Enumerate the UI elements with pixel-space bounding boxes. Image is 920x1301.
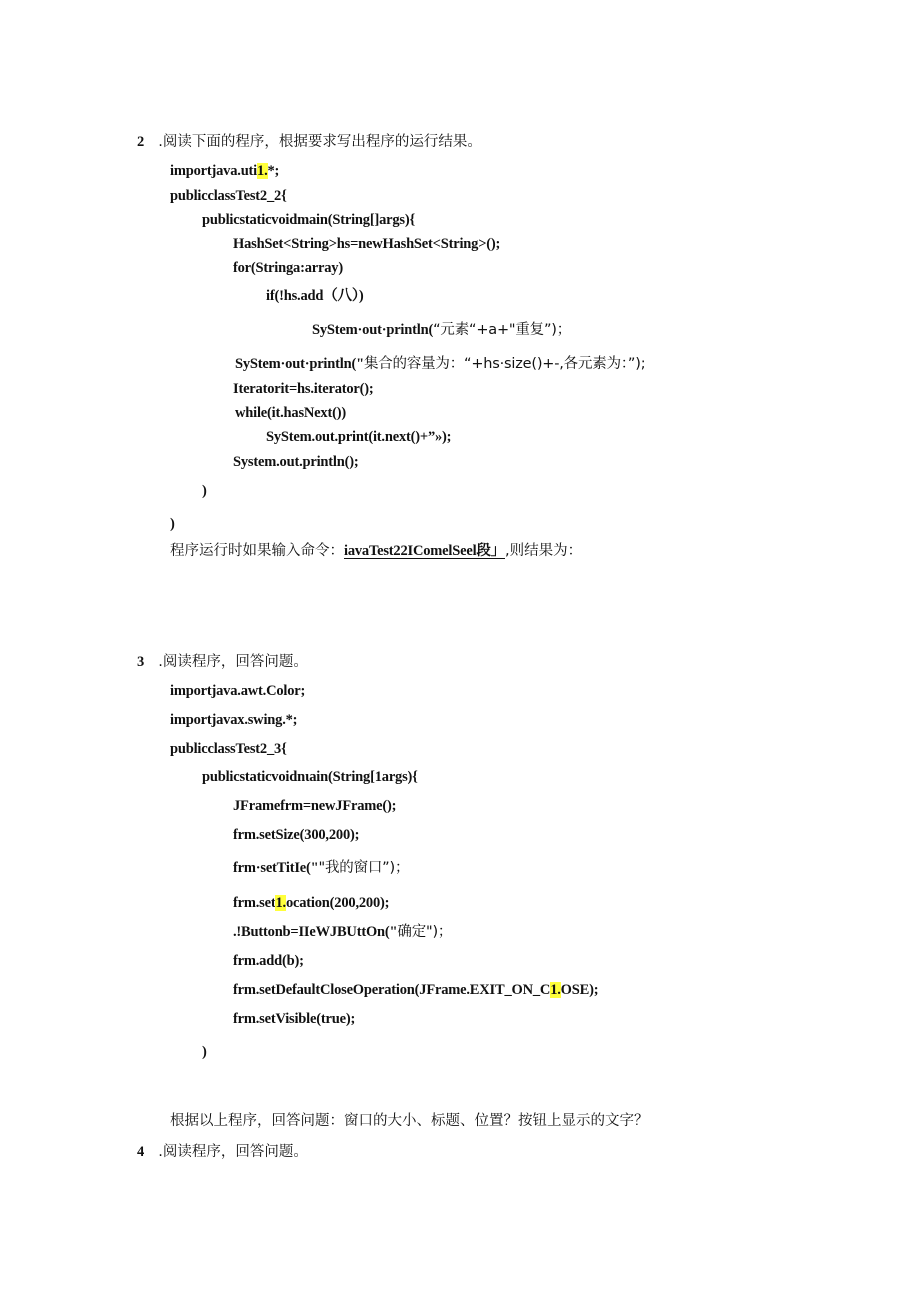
q2-code-line-9: Iteratorit=hs.iterator(); [233,381,374,397]
code-text: importjava.uti [170,163,258,179]
q2-code-line-7 [312,320,571,340]
code-text: frm.set [233,895,276,911]
q3-question: 根据以上程序，回答问题：窗口的大小、标题、位置？按钮上显示的文字？ [170,1113,649,1129]
q2-code-line-8 [235,354,645,374]
q2-title: .阅读下面的程序，根据要求写出程序的运行结果。 [158,134,482,150]
code-text: SyStem·out·println( [312,322,434,338]
highlight-mark: 1. [257,163,268,179]
q3-number: 3 [137,654,145,670]
q2-code-line-10: while(it.hasNext()) [235,405,346,421]
code-text: frm·setTitIe(" [233,860,319,876]
q3-code-line-6: frm.setSize(300,200); [233,827,360,843]
q3-code-line-11 [233,980,598,1000]
q3-code-line-3: publicclassTest2_3{ [170,741,287,757]
q3-title: .阅读程序，回答问题。 [158,654,308,670]
code-text: ocation(200,200); [285,895,390,911]
q2-code-line-4: HashSet<String>hs=newHashSet<String>(); [233,236,501,252]
prompt-text: ,则结果为： [505,543,583,559]
command-text: iavaTest22IComelSeel段」 [344,543,505,559]
code-cjk-text: “元素“+a+"重复”)； [433,322,572,338]
q2-code-line-14: ) [170,516,175,532]
q4-number: 4 [137,1144,145,1160]
code-text: SyStem·out·println(" [235,356,364,372]
q2-code-line-5: for(Stringa:array) [233,260,343,276]
q3-code-line-8 [233,893,389,913]
q3-code-line-9 [233,922,452,942]
q4-title: .阅读程序，回答问题。 [158,1144,308,1160]
q3-code-line-10: frm.add(b); [233,953,304,969]
q3-code-line-13: ) [202,1044,207,1060]
code-text: frm.setDefaultCloseOperation(JFrame.EXIT_ON_C [233,982,551,998]
q3-heading [137,652,308,672]
q2-heading [137,132,482,152]
code-text: *; [267,163,280,179]
q2-prompt [170,541,582,561]
highlight-mark: 1. [550,982,561,998]
q3-code-line-12: frm.setVisible(true); [233,1011,356,1027]
q2-code-line-6: if(!hs.add（八）) [266,288,364,304]
prompt-text: 程序运行时如果输入命令： [170,543,344,559]
q2-code-line-13: ) [202,483,207,499]
code-cjk-text: 集合的容量为：“+hs·size()+-,各元素为：”); [363,356,646,372]
q3-code-line-7 [233,858,409,878]
q2-code-line-1 [170,161,279,181]
q2-code-line-3: publicstaticvoidmain(String[]args){ [202,212,415,228]
q3-code-line-2: importjavax.swing.*; [170,712,298,728]
q3-code-line-5: JFramefrm=newJFrame(); [233,798,397,814]
q4-heading [137,1142,308,1162]
code-text: OSE); [560,982,599,998]
highlight-mark: 1. [275,895,286,911]
q2-number: 2 [137,134,145,150]
q3-code-line-1: importjava.awt.Color; [170,683,306,699]
code-cjk-text: 确定")； [397,924,453,940]
q2-code-line-11: SyStem.out.print(it.next()+”»); [266,429,452,445]
code-text: .!Buttonb=IIeWJBUttOn(" [233,924,398,940]
q3-code-line-4: publicstaticvoidnιain(String[1args){ [202,769,418,785]
code-cjk-text: "我的窗口”)； [318,860,410,876]
q2-code-line-2: publicclassTest2_2{ [170,188,287,204]
q2-code-line-12: System.out.println(); [233,454,359,470]
